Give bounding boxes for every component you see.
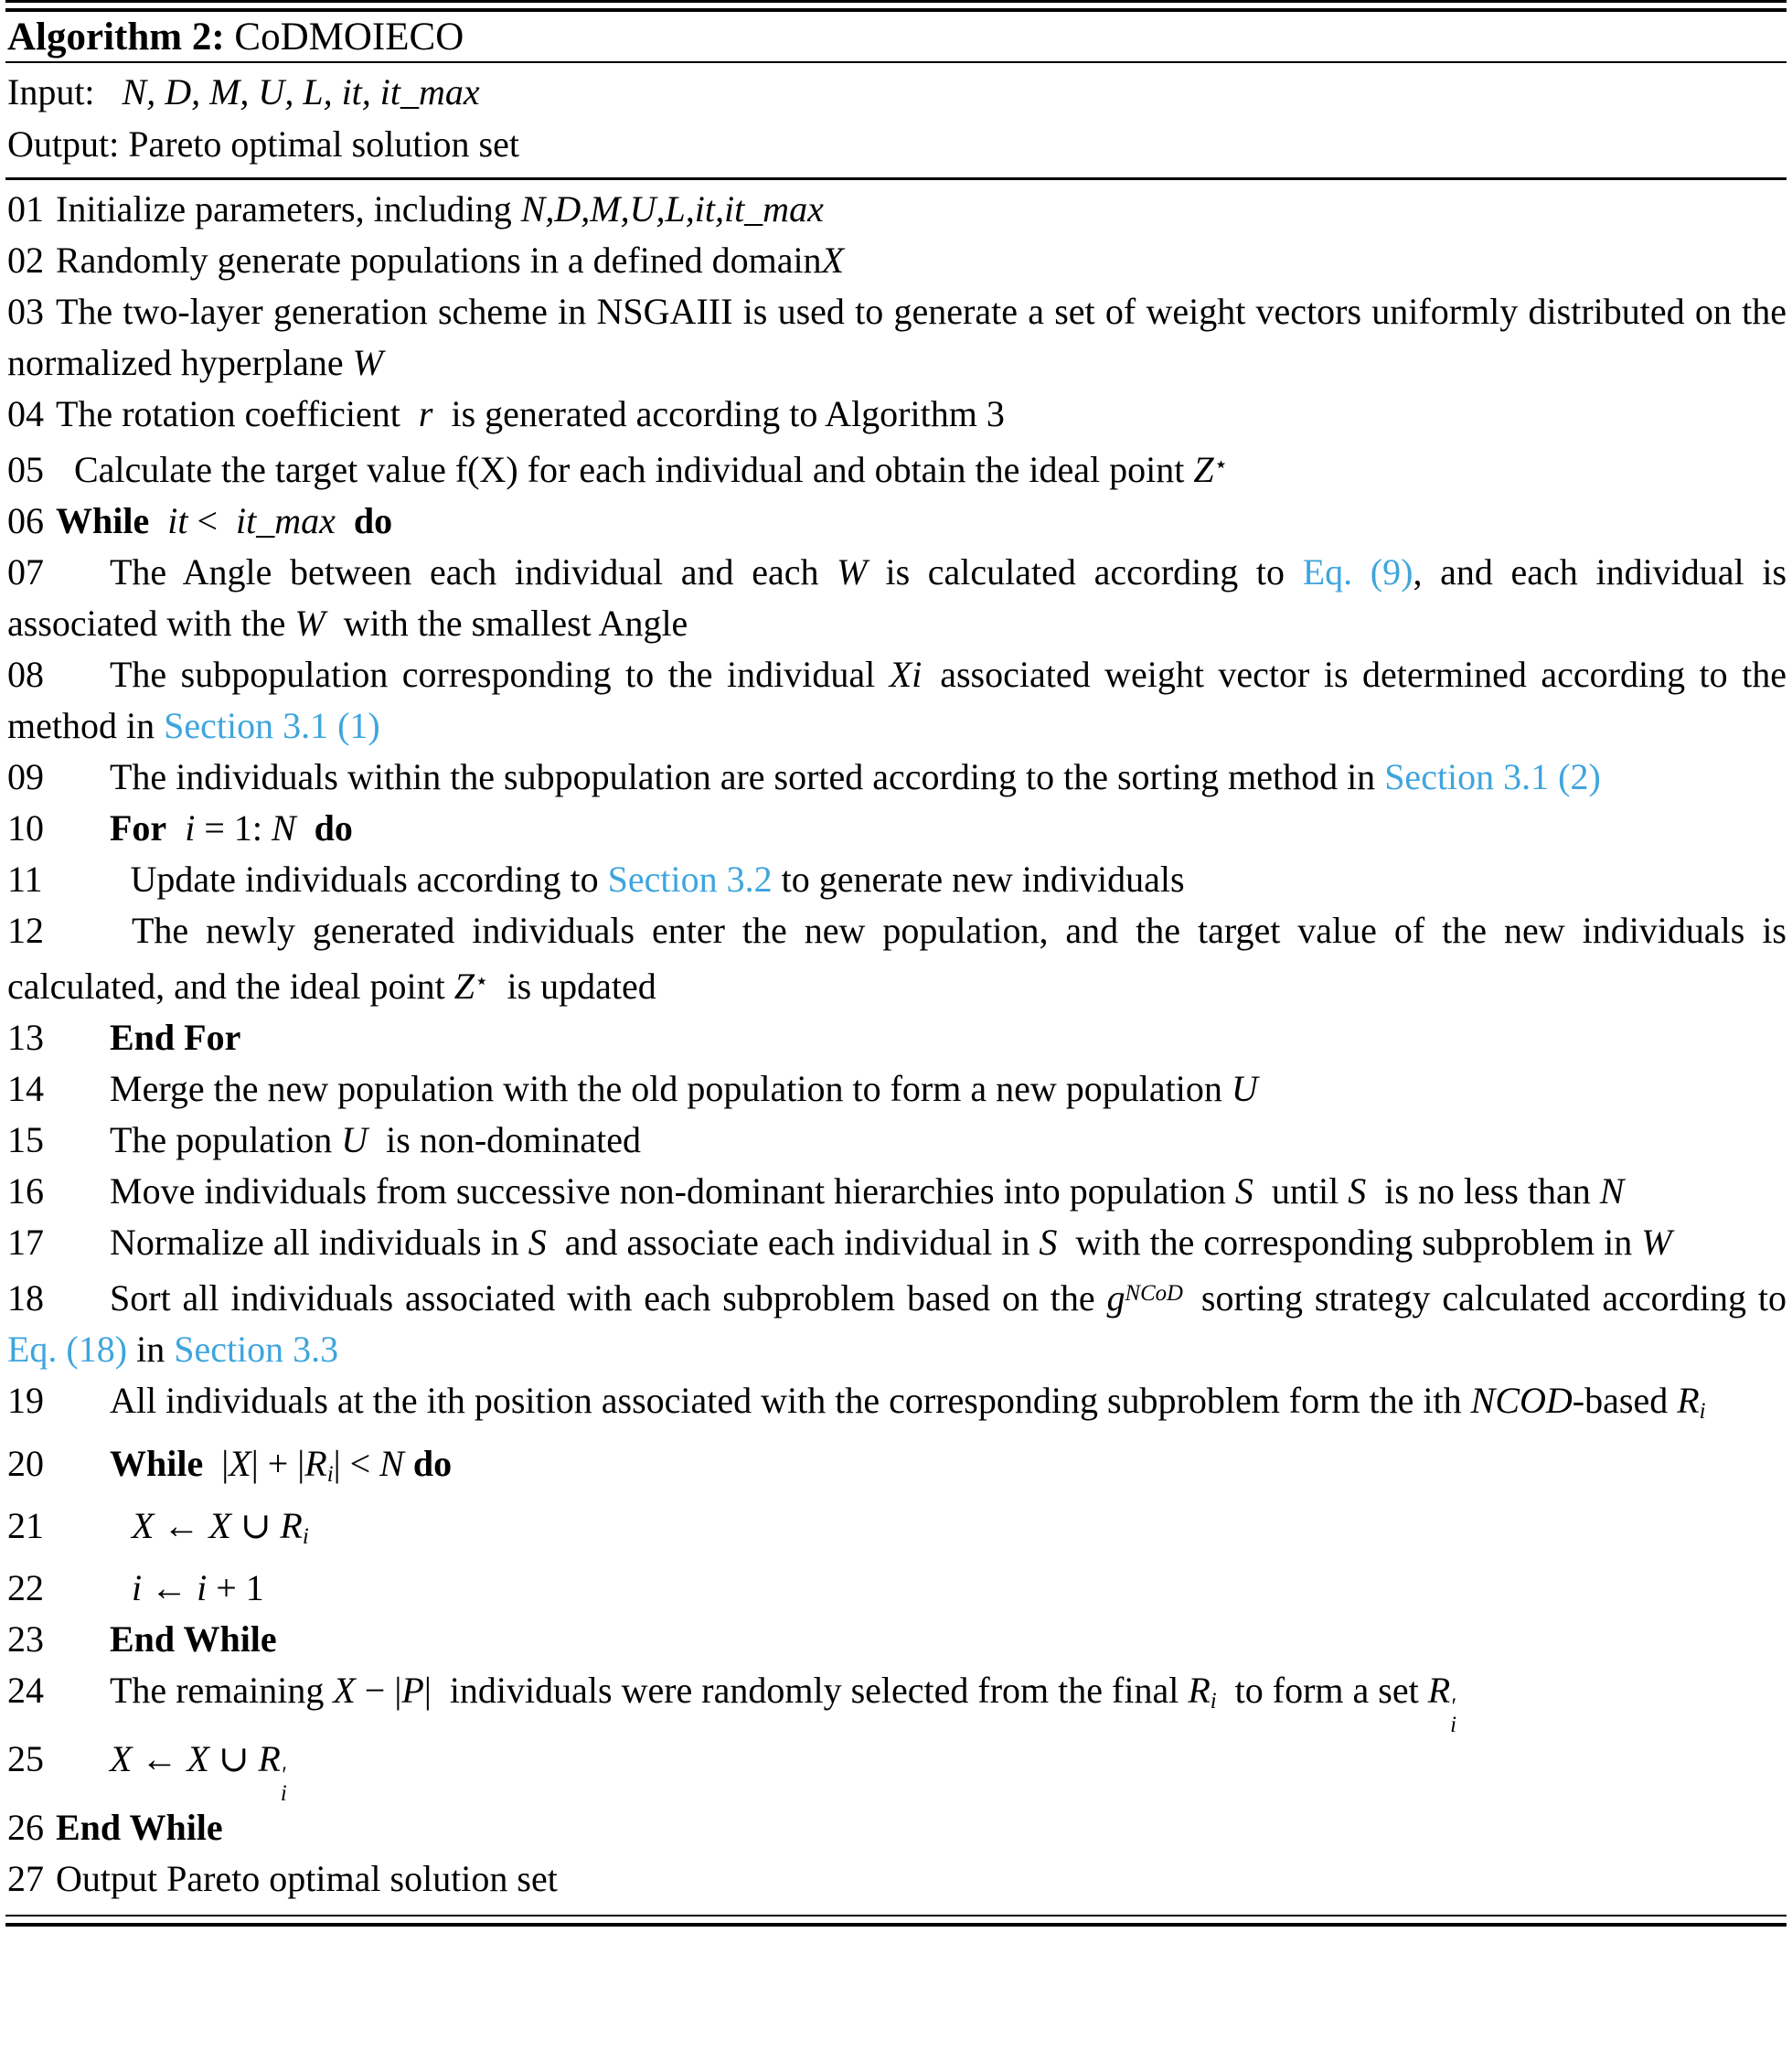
text-segment: End While — [56, 1807, 223, 1849]
line-number: 21 — [7, 1504, 44, 1546]
text-segment: Normalize all individuals in — [110, 1222, 528, 1264]
algo-step-25 — [7, 1734, 1787, 1806]
text-segment: ⋆ — [474, 969, 489, 995]
text-segment: | < — [333, 1442, 380, 1484]
text-segment: to form a set — [1216, 1670, 1428, 1712]
text-segment: While — [110, 1442, 204, 1484]
text-segment: do — [353, 500, 393, 542]
algo-step-06 — [7, 496, 1787, 547]
text-segment: Z — [453, 966, 475, 1008]
line-number: 19 — [7, 1380, 44, 1422]
algorithm-steps — [5, 180, 1787, 1912]
text-segment: S — [1039, 1222, 1058, 1264]
text-segment: For — [110, 807, 167, 849]
text-segment: The individuals within the subpopulation are sorted according to the sorting method in — [110, 756, 1385, 798]
line-number: 09 — [7, 756, 44, 798]
text-segment: − | — [355, 1670, 402, 1712]
line-number: 25 — [7, 1738, 44, 1780]
algo-step-13 — [7, 1012, 1787, 1063]
text-segment: -based — [1572, 1380, 1678, 1422]
algo-step-24 — [7, 1665, 1787, 1737]
text-segment — [296, 807, 315, 849]
algorithm-input-row — [7, 66, 1787, 118]
text-segment: = 1: — [195, 807, 272, 849]
algo-step-26 — [7, 1802, 1787, 1853]
text-segment: U — [1231, 1068, 1258, 1110]
indent-spacer — [44, 1412, 110, 1413]
text-segment: Z — [1193, 449, 1214, 491]
text-segment: r — [418, 393, 433, 434]
text-segment: W — [1641, 1222, 1672, 1264]
text-segment: X — [333, 1670, 356, 1712]
line-number: 02 — [7, 240, 44, 281]
io-block — [5, 63, 1787, 174]
text-segment: X — [187, 1738, 209, 1780]
line-number: 03 — [7, 291, 44, 332]
line-number: 23 — [7, 1618, 44, 1660]
text-segment: S — [1234, 1170, 1253, 1212]
text-segment: X — [229, 1442, 251, 1484]
algo-step-03 — [7, 286, 1787, 389]
text-segment: The newly generated individuals enter the new population, and the target value of the new individuals is calculated, and the ideal point — [7, 910, 1787, 1008]
bottom-rule-inner — [5, 1915, 1787, 1917]
text-segment: The remaining — [110, 1670, 334, 1712]
indent-spacer — [43, 891, 131, 892]
indent-spacer — [44, 942, 132, 943]
line-number: 18 — [7, 1277, 44, 1319]
text-segment: is no less than — [1366, 1170, 1600, 1212]
text-segment: S — [528, 1222, 547, 1264]
text-segment: and associate each individual in — [546, 1222, 1040, 1264]
algo-step-14 — [7, 1063, 1787, 1115]
indent-spacer — [44, 583, 110, 584]
text-segment: X — [821, 240, 844, 281]
text-segment: do — [412, 1442, 453, 1484]
text-segment: ∪ — [230, 1504, 281, 1546]
text-segment: R — [1427, 1670, 1451, 1712]
text-segment: Sort all individuals associated with each subproblem based on the — [110, 1277, 1107, 1319]
text-segment: Merge the new population with the old population to form a new population — [110, 1068, 1232, 1110]
algorithm-title — [5, 12, 1787, 61]
text-segment: ← — [132, 1738, 187, 1780]
text-segment: i — [1699, 1399, 1706, 1425]
ref-link[interactable]: Section 3.2 — [607, 859, 773, 901]
text-segment: < — [187, 500, 237, 542]
line-number: 15 — [7, 1119, 44, 1161]
text-segment: i — [197, 1567, 208, 1609]
ref-link[interactable]: Eq. (18) — [7, 1329, 128, 1371]
text-segment: NCOD — [1470, 1380, 1573, 1422]
indent-spacer — [44, 1100, 110, 1101]
algo-step-04 — [7, 389, 1787, 440]
line-number: 12 — [7, 910, 44, 952]
text-segment: is calculated according to — [867, 551, 1303, 593]
text-segment: ⋆ — [1213, 453, 1229, 477]
top-rule-outer — [5, 0, 1787, 3]
text-segment: ← — [142, 1567, 197, 1609]
text-segment: While — [56, 500, 150, 542]
line-number: 11 — [7, 859, 43, 901]
algo-step-20 — [7, 1438, 1787, 1500]
text-segment: , and each individual is associated with the — [7, 551, 1787, 645]
text-segment: The Angle between each individual and each — [110, 551, 837, 593]
algo-step-18 — [7, 1268, 1787, 1375]
line-number: 20 — [7, 1442, 44, 1484]
text-segment: Output Pareto optimal solution set — [56, 1858, 558, 1900]
algo-step-17 — [7, 1217, 1787, 1268]
algo-step-16 — [7, 1166, 1787, 1217]
text-segment: X — [132, 1504, 155, 1546]
indent-spacer — [44, 1475, 110, 1476]
prime-sub-symbol — [280, 1763, 287, 1806]
text-segment: N — [1599, 1170, 1625, 1212]
text-segment: associated weight vector is determined according to the method in — [7, 654, 1787, 747]
indent-spacer — [44, 1202, 110, 1203]
indent-spacer — [44, 1770, 110, 1771]
prime-mark: ′ — [1450, 1694, 1456, 1720]
algo-step-07 — [7, 547, 1787, 649]
text-segment: Move individuals from successive non-dominant hierarchies into population — [110, 1170, 1235, 1212]
text-segment: sorting strategy calculated according to — [1182, 1277, 1787, 1319]
algo-step-23 — [7, 1614, 1787, 1665]
line-number: 16 — [7, 1170, 44, 1212]
ref-link[interactable]: Section 3.3 — [174, 1329, 339, 1371]
algo-step-02 — [7, 235, 1787, 286]
line-number: 08 — [7, 654, 44, 696]
prime-mark: ′ — [280, 1763, 286, 1788]
line-number: 07 — [7, 551, 44, 593]
indent-spacer — [44, 788, 110, 789]
indent-spacer — [44, 425, 56, 426]
text-segment: R — [1677, 1380, 1700, 1422]
text-segment: i — [185, 807, 196, 849]
indent-spacer — [44, 220, 56, 221]
text-segment: P — [401, 1670, 424, 1712]
text-segment: X — [110, 1738, 133, 1780]
text-segment: R — [304, 1442, 327, 1484]
indent-spacer — [44, 1537, 132, 1538]
line-number: 26 — [7, 1807, 44, 1849]
text-segment: | — [203, 1442, 229, 1484]
line-number: 17 — [7, 1222, 44, 1264]
text-segment: do — [314, 807, 353, 849]
indent-spacer — [44, 1254, 110, 1255]
text-segment — [149, 500, 167, 541]
text-segment: R — [258, 1738, 281, 1780]
algo-step-27 — [7, 1853, 1787, 1905]
line-number: 01 — [7, 188, 44, 230]
algo-step-19 — [7, 1375, 1787, 1437]
indent-spacer — [44, 1839, 56, 1840]
indent-spacer — [44, 1049, 110, 1050]
text-segment: S — [1348, 1170, 1367, 1212]
text-segment: All individuals at the ith position associated with the corresponding subproblem form the ith — [110, 1380, 1471, 1422]
indent-spacer — [44, 323, 56, 324]
text-segment — [166, 807, 185, 849]
text-segment: The two-layer generation scheme in NSGAIII is used to generate a set of weight vectors uniformly distributed on the normalized hyperplane — [7, 291, 1787, 383]
indent-spacer — [44, 1890, 56, 1891]
text-segment: W — [352, 342, 383, 383]
text-segment: The population — [110, 1119, 342, 1161]
text-segment: Update individuals according to — [130, 859, 608, 901]
text-segment: N — [271, 807, 296, 849]
algo-step-22 — [7, 1563, 1787, 1614]
line-number: 04 — [7, 393, 44, 434]
line-number: 14 — [7, 1068, 44, 1110]
indent-spacer — [44, 1309, 110, 1310]
ref-link[interactable]: Section 3.1 (1) — [164, 705, 380, 747]
text-segment: End For — [110, 1017, 241, 1059]
text-segment: End While — [110, 1618, 277, 1660]
indent-spacer — [44, 1599, 132, 1600]
algo-step-09 — [7, 752, 1787, 803]
indent-spacer — [44, 686, 110, 687]
text-segment: i — [132, 1567, 143, 1609]
algo-step-12 — [7, 905, 1787, 1012]
text-segment: Initialize parameters, including — [56, 188, 521, 230]
subscript-index: i — [1450, 1712, 1457, 1737]
line-number: 27 — [7, 1858, 44, 1900]
text-segment: R — [280, 1504, 303, 1546]
algorithm-label: Algorithm 2: — [7, 16, 225, 59]
algorithm-output-row — [7, 118, 1787, 170]
ref-link[interactable]: Eq. (9) — [1302, 551, 1413, 593]
ref-link[interactable]: Section 3.1 (2) — [1384, 756, 1601, 798]
subscript-index: i — [280, 1780, 287, 1806]
text-segment: N, D, M, U, L, it, it_max — [122, 71, 480, 112]
text-segment: N,D,M,U,L,it,it_max — [520, 188, 824, 230]
algo-step-15 — [7, 1115, 1787, 1166]
text-segment: g — [1106, 1277, 1125, 1319]
text-segment: ∪ — [208, 1738, 259, 1780]
text-segment — [404, 1443, 413, 1484]
algo-step-01 — [7, 184, 1787, 235]
text-segment: in — [127, 1329, 175, 1371]
text-segment: NCoD — [1125, 1281, 1183, 1307]
line-number: 22 — [7, 1567, 44, 1609]
algo-step-21 — [7, 1500, 1787, 1563]
text-segment: N — [379, 1442, 404, 1484]
line-number: 05 — [7, 449, 44, 491]
text-segment: it_max — [236, 500, 336, 542]
text-segment: W — [294, 603, 325, 645]
prime-sub-symbol — [1450, 1694, 1457, 1737]
algo-step-11 — [7, 854, 1787, 905]
line-number: 06 — [7, 500, 44, 542]
text-segment: Randomly generate populations in a defined domain — [56, 240, 822, 281]
text-segment: with the corresponding subproblem in — [1057, 1222, 1642, 1264]
text-segment: i — [326, 1461, 334, 1487]
algorithm-name: CoDMOIECO — [224, 16, 464, 59]
algo-step-10 — [7, 803, 1787, 854]
text-segment: X — [208, 1504, 231, 1546]
text-segment: Xi — [889, 654, 923, 696]
line-number: 24 — [7, 1670, 44, 1712]
text-segment: until — [1253, 1170, 1349, 1212]
algo-step-08 — [7, 649, 1787, 752]
algo-step-05 — [7, 440, 1787, 496]
indent-spacer — [44, 532, 56, 533]
text-segment — [336, 500, 354, 541]
text-segment: Calculate the target value f(X) for each individual and obtain the ideal point — [56, 449, 1194, 491]
text-segment: R — [1188, 1670, 1211, 1712]
text-segment: ← — [154, 1504, 209, 1546]
text-segment: U — [341, 1119, 368, 1161]
indent-spacer — [44, 481, 56, 482]
text-segment: Input: — [7, 71, 123, 112]
text-segment: The rotation coefficient — [56, 393, 419, 434]
text-segment: with the smallest Angle — [325, 603, 688, 645]
text-segment: The subpopulation corresponding to the individual — [110, 654, 890, 696]
text-segment: i — [302, 1524, 309, 1550]
text-segment: | + | — [251, 1442, 305, 1484]
text-segment: Output: Pareto optimal solution set — [7, 123, 519, 165]
indent-spacer — [44, 839, 110, 840]
text-segment: W — [837, 551, 868, 593]
bottom-rule-outer — [5, 1923, 1787, 1927]
line-number: 13 — [7, 1017, 44, 1059]
text-segment: is updated — [488, 966, 656, 1008]
text-segment: is non-dominated — [368, 1119, 642, 1161]
indent-spacer — [44, 1650, 110, 1651]
text-segment: it — [167, 500, 188, 542]
text-segment: + 1 — [207, 1567, 264, 1609]
line-number: 10 — [7, 807, 44, 849]
indent-spacer — [44, 1702, 110, 1703]
text-segment: i — [1210, 1689, 1217, 1714]
text-segment: to generate new individuals — [772, 859, 1185, 901]
text-segment: | individuals were randomly selected from the final — [423, 1670, 1189, 1712]
indent-spacer — [44, 1151, 110, 1152]
text-segment: is generated according to Algorithm 3 — [432, 393, 1005, 434]
